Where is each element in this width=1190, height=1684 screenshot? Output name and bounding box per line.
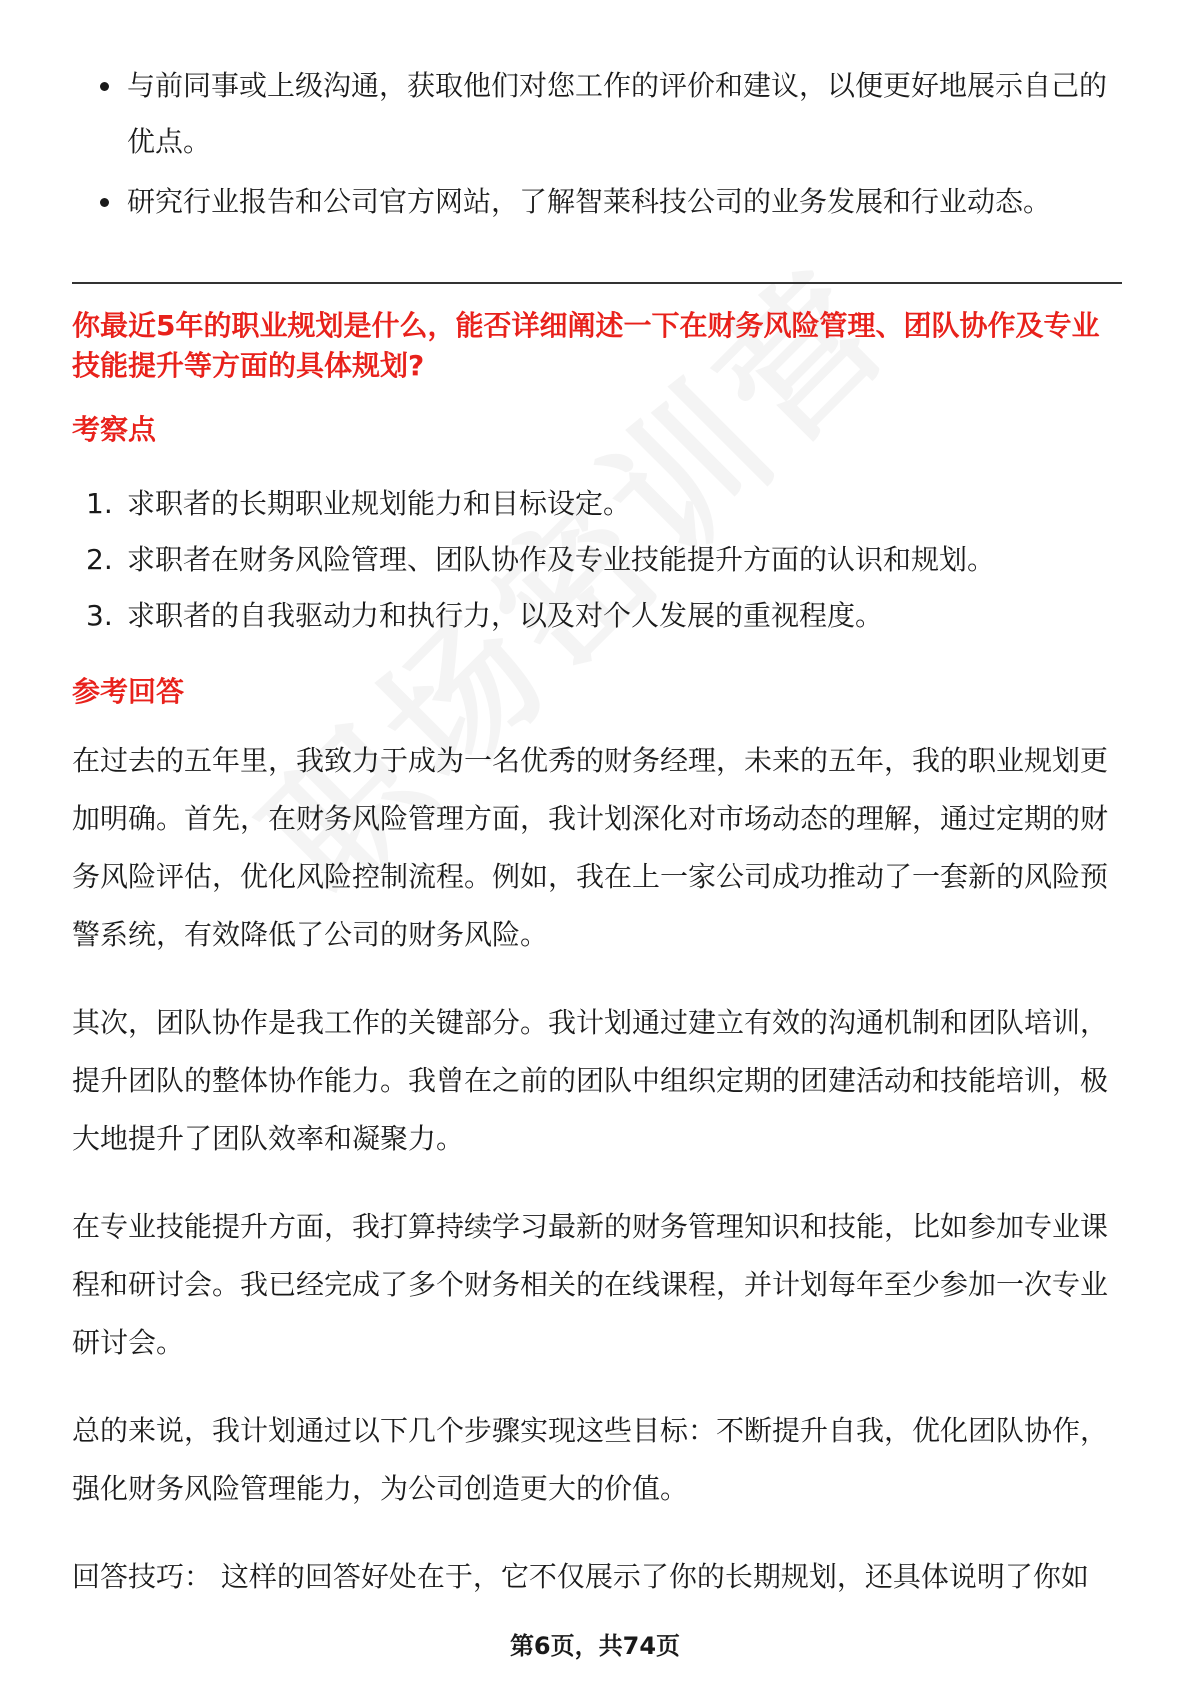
page-content — [72, 58, 1122, 1606]
bullet-item — [72, 174, 1122, 230]
kaocha-item — [72, 476, 1122, 532]
item-text: 求职者在财务风险管理、团队协作及专业技能提升方面的认识和规划。 — [127, 543, 996, 576]
item-number: 3. — [86, 599, 113, 632]
kaocha-heading: 考察点 — [72, 413, 157, 446]
kaocha-item — [72, 588, 1122, 644]
bullet-text: 研究行业报告和公司官方网站，了解智莱科技公司的业务发展和行业动态。 — [127, 185, 1052, 218]
kaocha-list — [72, 476, 1122, 644]
bullet-item — [72, 58, 1122, 170]
item-number: 1. — [86, 487, 113, 520]
answer-paragraph: 其次，团队协作是我工作的关键部分。我计划通过建立有效的沟通机制和团队培训，提升团队的整体协作能力。我曾在之前的团队中组织定期的团建活动和技能培训，极大地提升了团队效率和凝聚力。 — [72, 1006, 1109, 1155]
bullet-text: 与前同事或上级沟通，获取他们对您工作的评价和建议，以便更好地展示自己的优点。 — [127, 69, 1108, 158]
answer-paragraph: 总的来说，我计划通过以下几个步骤实现这些目标：不断提升自我，优化团队协作，强化财务风险管理能力，为公司创造更大的价值。 — [72, 1414, 1109, 1505]
item-text: 求职者的自我驱动力和执行力，以及对个人发展的重视程度。 — [127, 599, 884, 632]
bullet-list — [72, 58, 1122, 230]
answer-heading: 参考回答 — [72, 675, 185, 708]
answer-paragraph: 在过去的五年里，我致力于成为一名优秀的财务经理，未来的五年，我的职业规划更加明确。首先，在财务风险管理方面，我计划深化对市场动态的理解，通过定期的财务风险评估，优化风险控制流程。例如，我在上一家公司成功推动了一套新的风险预警系统，有效降低了公司的财务风险。 — [72, 744, 1109, 951]
kaocha-item — [72, 532, 1122, 588]
interview-question: 你最近5年的职业规划是什么，能否详细阐述一下在财务风险管理、团队协作及专业技能提升等方面的具体规划? — [72, 309, 1100, 382]
section-divider — [72, 282, 1122, 284]
bullet-dot-icon — [100, 198, 109, 207]
item-text: 求职者的长期职业规划能力和目标设定。 — [127, 487, 632, 520]
answer-paragraph: 在专业技能提升方面，我打算持续学习最新的财务管理知识和技能，比如参加专业课程和研讨会。我已经完成了多个财务相关的在线课程，并计划每年至少参加一次专业研讨会。 — [72, 1210, 1109, 1359]
answer-tip: 回答技巧： 这样的回答好处在于，它不仅展示了你的长期规划，还具体说明了你如 — [72, 1560, 1089, 1593]
bullet-dot-icon — [100, 82, 109, 91]
page-number: 第6页，共74页 — [509, 1632, 681, 1660]
item-number: 2. — [86, 543, 113, 576]
